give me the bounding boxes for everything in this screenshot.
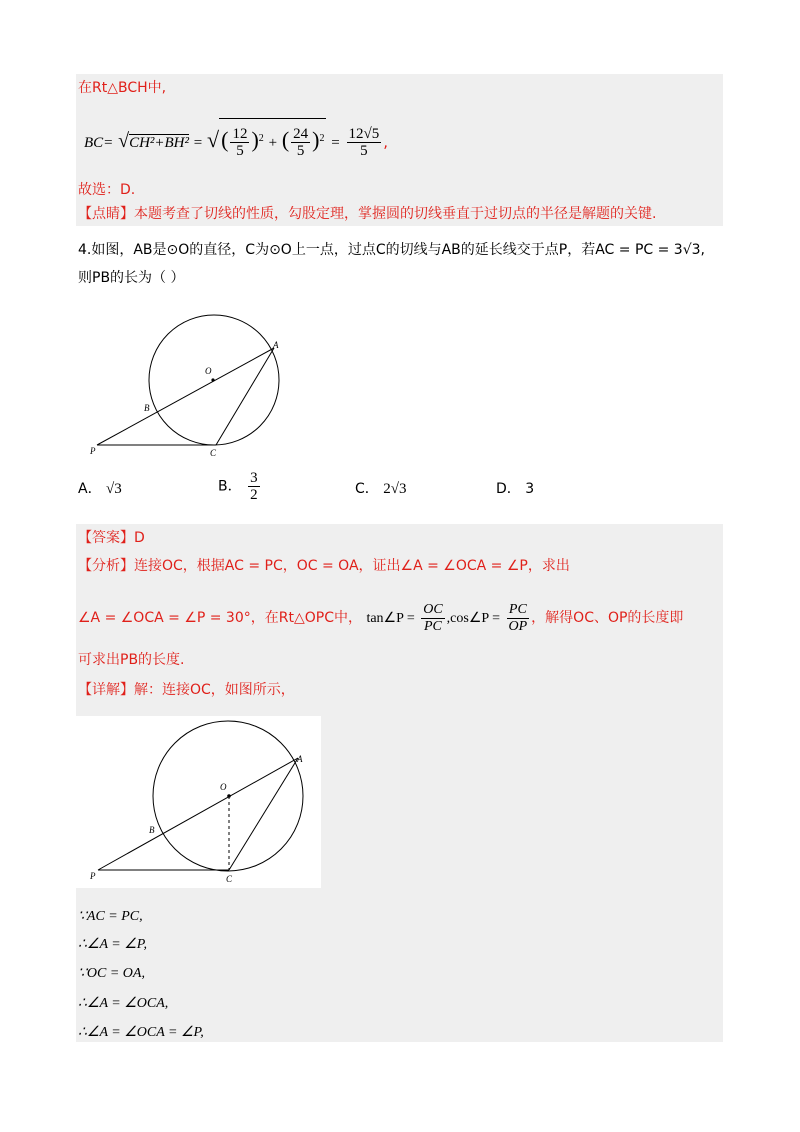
detail-step-4: [78, 993, 168, 1014]
rt-label-text: 在Rt△BCH中,: [78, 80, 167, 96]
detail-intro: 解：连接OC，如图所示，: [134, 682, 295, 698]
frac-pc-op: [507, 602, 530, 635]
detail-step-5-text: ∴∠A = ∠OCA = ∠P,: [78, 1025, 204, 1040]
formula-sqrt2: [219, 118, 326, 163]
choice-a[interactable]: [78, 478, 122, 498]
formula-eq-2: =: [331, 135, 340, 151]
label-o-2: O: [220, 782, 227, 792]
analysis-tag: 【分析】: [78, 558, 134, 574]
line-pa: [97, 348, 274, 445]
label-p: P: [90, 446, 96, 456]
label-o: O: [205, 366, 212, 376]
analysis-line-3: [78, 650, 185, 670]
paren-close-1: ): [251, 127, 259, 152]
frac-op: OP: [508, 618, 528, 634]
detail-step-3: [78, 963, 145, 984]
square-2: 2: [319, 133, 325, 144]
geometry-figure-1: [84, 312, 294, 464]
comment-line: [78, 204, 656, 224]
analysis-text-1: 连接OC，根据AC = PC，OC = OA，证出∠A = ∠OCA = ∠P，求出: [134, 558, 570, 574]
answer-choice-line: [78, 180, 135, 200]
question-text-1: 4.如图，AB是⊙O的直径，C为⊙O上一点，过点C的切线与AB的延长线交于点P，若AC = PC = 3√3,: [78, 242, 705, 258]
answer-value: D: [134, 530, 145, 546]
frac-num-2: 24: [293, 126, 309, 142]
answer-line: [78, 528, 145, 548]
frac-oc-pc: [421, 602, 444, 635]
detail-step-3-text: ∵OC = OA,: [78, 966, 145, 981]
choice-b-num: 3: [250, 470, 258, 486]
choice-b-den: 2: [250, 487, 258, 503]
detail-step-2-text: ∴∠A = ∠P,: [78, 937, 148, 952]
choice-b-fraction: [248, 470, 260, 503]
answer-text: 故选：D.: [78, 182, 136, 198]
frac-result: [347, 126, 382, 159]
question-line-2: [78, 268, 185, 288]
label-c: C: [210, 448, 217, 458]
detail-step-2: [78, 934, 147, 955]
choice-b[interactable]: [218, 470, 262, 503]
choice-d-value: 3: [525, 481, 535, 497]
sqrt-symbol: √: [118, 130, 130, 152]
analysis-tan: tan∠P =: [366, 611, 415, 626]
formula-tail: ,: [383, 133, 389, 151]
formula-eq: =: [193, 135, 203, 151]
frac-den-2: 5: [296, 143, 305, 159]
label-a-2: A: [297, 754, 303, 764]
choice-d[interactable]: [496, 478, 534, 498]
bc-formula: [84, 118, 388, 163]
label-p-2: P: [90, 871, 96, 881]
line-pa-2: [98, 758, 298, 870]
rt-triangle-label: [78, 78, 166, 98]
frac-den-3: 5: [360, 143, 368, 159]
analysis-cos: ,cos∠P =: [446, 611, 501, 626]
analysis-text-3: 可求出PB的长度.: [78, 652, 185, 668]
choice-a-value: √3: [106, 481, 122, 497]
analysis-line-1: [78, 556, 570, 576]
frac-pc: PC: [424, 618, 442, 634]
choice-c[interactable]: [355, 478, 406, 498]
frac-num-1: 12: [232, 126, 248, 142]
label-b-2: B: [149, 825, 155, 835]
choice-a-letter: A．: [78, 481, 102, 497]
sqrt-symbol-2: √: [207, 127, 220, 152]
frac-24-5: [291, 126, 310, 159]
formula-lhs: BC=: [84, 135, 114, 151]
question-line-1: [78, 240, 705, 260]
choice-b-letter: B．: [218, 478, 242, 495]
square-1: 2: [258, 133, 264, 144]
line-ac-2: [229, 758, 298, 870]
detail-step-5: [78, 1022, 204, 1043]
frac-12-5: [230, 126, 249, 159]
label-b: B: [144, 403, 150, 413]
label-a: A: [273, 340, 279, 350]
detail-step-4-text: ∴∠A = ∠OCA,: [78, 996, 169, 1011]
comment-tag: 【点睛】: [78, 206, 134, 222]
detail-step-1-text: ∵AC = PC,: [78, 909, 143, 924]
choice-d-letter: D．: [496, 481, 521, 497]
label-c-2: C: [226, 874, 233, 884]
question-text-2: 则PB的长为（ ）: [78, 270, 185, 286]
formula-sqrt-content: CH²+BH²: [129, 135, 190, 151]
line-ac: [216, 348, 274, 445]
detail-line: [78, 680, 295, 700]
choice-c-letter: C．: [355, 481, 379, 497]
analysis-text-2d: ，解得OC、OP的长度即: [531, 610, 684, 626]
analysis-text-2a: ∠A = ∠OCA = ∠P = 30°，在Rt△OPC中，: [78, 610, 362, 626]
paren-open-1: (: [221, 127, 229, 152]
formula-plus: +: [268, 135, 278, 151]
frac-oc: OC: [423, 601, 443, 617]
paren-open-2: (: [281, 127, 290, 152]
center-point-2: [227, 794, 231, 798]
answer-tag: 【答案】: [78, 530, 134, 546]
frac-pc-2: PC: [508, 601, 527, 617]
detail-tag: 【详解】: [78, 682, 134, 698]
comment-text: 本题考查了切线的性质，勾股定理，掌握圆的切线垂直于过切点的半径是解题的关键.: [134, 206, 657, 222]
analysis-line-2: [78, 598, 683, 639]
frac-den-1: 5: [236, 143, 244, 159]
frac-num-3: 12√5: [348, 126, 380, 142]
center-point: [211, 378, 214, 381]
paren-close-2: ): [312, 127, 320, 152]
geometry-figure-2: [76, 716, 321, 888]
choice-c-value: 2√3: [383, 481, 407, 497]
detail-step-1: [78, 906, 143, 927]
